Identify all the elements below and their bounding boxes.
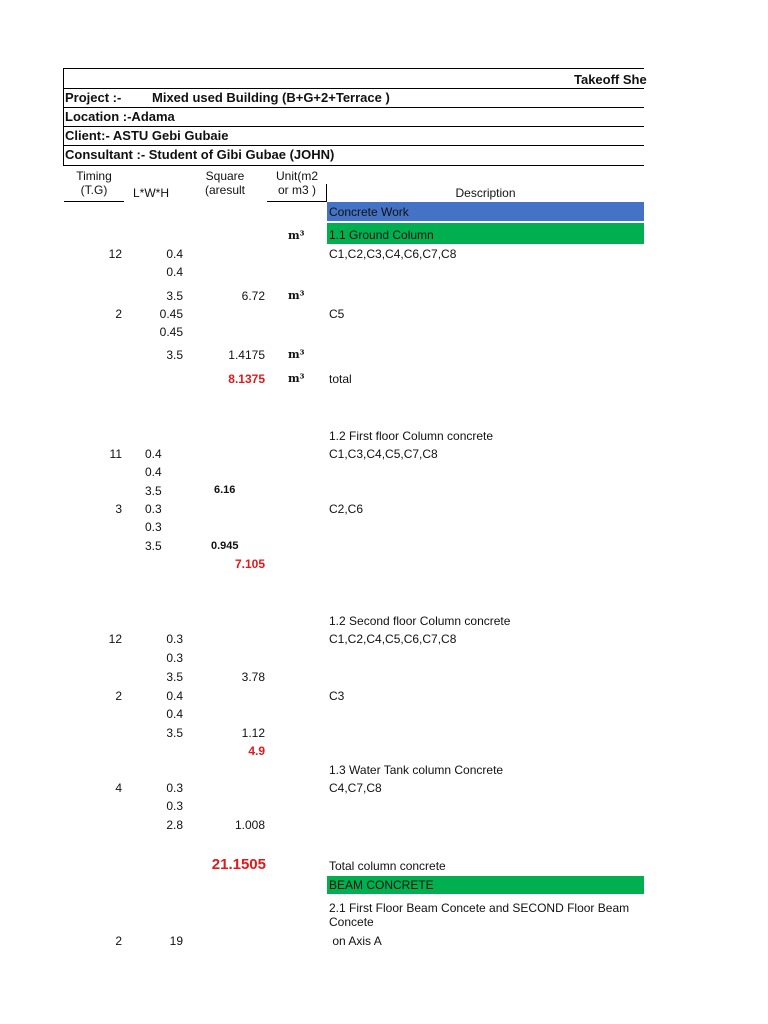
section-title: 1.2 Second floor Column concrete [329, 614, 511, 628]
col-timing-line1: Timing [76, 169, 112, 183]
timing-value: 2 [115, 934, 122, 948]
col-timing-line2: (T.G) [80, 183, 108, 197]
dimension-value: 3.5 [166, 289, 183, 303]
section-title: 1.3 Water Tank column Concrete [329, 763, 504, 777]
section-title-continued: Concete [329, 915, 374, 929]
location-row [63, 107, 644, 126]
square-value: 1.008 [234, 818, 265, 832]
description-text: C1,C3,C4,C5,C7,C8 [329, 447, 438, 461]
project-row [63, 88, 644, 107]
col-unit-line2: or m3 ) [277, 183, 316, 197]
subtotal-value: 4.9 [248, 744, 265, 758]
grand-total-value: 21.1505 [211, 856, 266, 873]
dimension-value: 0.3 [166, 651, 183, 665]
concrete-work-label: Concrete Work [329, 205, 409, 219]
beam-concrete-label: BEAM CONCRETE [329, 878, 434, 892]
dimension-value: 3.5 [145, 484, 162, 498]
project-value: Mixed used Building (B+G+2+Terrace ) [152, 90, 390, 105]
section-title: 2.1 First Floor Beam Concete and SECOND Floor Beam [329, 901, 630, 915]
description-text: C4,C7,C8 [329, 781, 382, 795]
col-unit-underline [267, 201, 327, 202]
dimension-value: 0.4 [166, 689, 183, 703]
subtotal-value: 8.1375 [228, 372, 265, 386]
square-value: 6.72 [241, 289, 265, 303]
description-text: total [329, 372, 352, 386]
square-value: 1.12 [241, 726, 265, 740]
location-text: Location :-Adama [65, 109, 175, 124]
dimension-value: 0.45 [159, 307, 183, 321]
dimension-value: 0.4 [166, 247, 183, 261]
timing-value: 2 [115, 689, 122, 703]
dimension-value: 0.3 [166, 799, 183, 813]
grand-total-description: Total column concrete [329, 859, 446, 873]
dimension-value: 0.4 [166, 707, 183, 721]
sheet-title: Takeoff She [574, 72, 647, 87]
dimension-value: 0.4 [145, 465, 162, 479]
section-title: 1.2 First floor Column concrete [329, 429, 494, 443]
consultant-row [63, 145, 644, 166]
description-text: on Axis A [329, 934, 382, 948]
unit-m3: m³ [288, 372, 305, 385]
description-text: C2,C6 [329, 502, 364, 516]
project-label: Project :- [65, 90, 122, 105]
subtotal-value: 7.105 [234, 557, 265, 571]
timing-value: 12 [108, 247, 122, 261]
dimension-value: 0.45 [159, 325, 183, 339]
timing-value: 12 [108, 632, 122, 646]
unit-m3: m³ [288, 229, 305, 242]
description-text: C1,C2,C4,C5,C6,C7,C8 [329, 632, 457, 646]
dimension-value: 0.3 [166, 781, 183, 795]
consultant-text: Consultant :- Student of Gibi Gubae (JOHN) [65, 147, 335, 162]
dimension-value: 3.5 [145, 539, 162, 553]
timing-value: 3 [115, 502, 122, 516]
timing-value: 4 [115, 781, 122, 795]
square-value: 0.945 [211, 540, 239, 552]
square-value: 3.78 [241, 670, 265, 684]
square-value: 1.4175 [228, 348, 265, 362]
unit-m3: m³ [288, 348, 305, 361]
dimension-value: 3.5 [166, 726, 183, 740]
dimension-value: 19 [169, 934, 183, 948]
col-unit-line1: Unit(m2 [275, 169, 318, 183]
timing-value: 11 [109, 447, 122, 461]
col-timing-underline [64, 201, 124, 202]
square-value: 6.16 [214, 484, 236, 496]
dimension-value: 0.4 [145, 447, 162, 461]
client-row [63, 126, 644, 145]
client-text: Client:- ASTU Gebi Gubaie [65, 128, 229, 143]
col-description: Description [455, 186, 516, 200]
dimension-value: 0.3 [166, 632, 183, 646]
col-square-line1: Square [205, 169, 245, 183]
dimension-value: 0.4 [166, 265, 183, 279]
description-text: C3 [329, 689, 345, 703]
dimension-value: 0.3 [145, 502, 162, 516]
col-lwh: L*W*H [133, 186, 170, 200]
dimension-value: 2.8 [166, 818, 183, 832]
unit-m3: m³ [288, 289, 305, 302]
dimension-value: 3.5 [166, 348, 183, 362]
header-top-border [63, 68, 644, 69]
description-text: C5 [329, 307, 345, 321]
dimension-value: 0.3 [145, 520, 162, 534]
description-text: C1,C2,C3,C4,C6,C7,C8 [329, 247, 457, 261]
ground-column-label: 1.1 Ground Column [329, 228, 434, 242]
timing-value: 2 [115, 307, 122, 321]
col-square-line2: (aresult [204, 183, 245, 197]
dimension-value: 3.5 [166, 670, 183, 684]
